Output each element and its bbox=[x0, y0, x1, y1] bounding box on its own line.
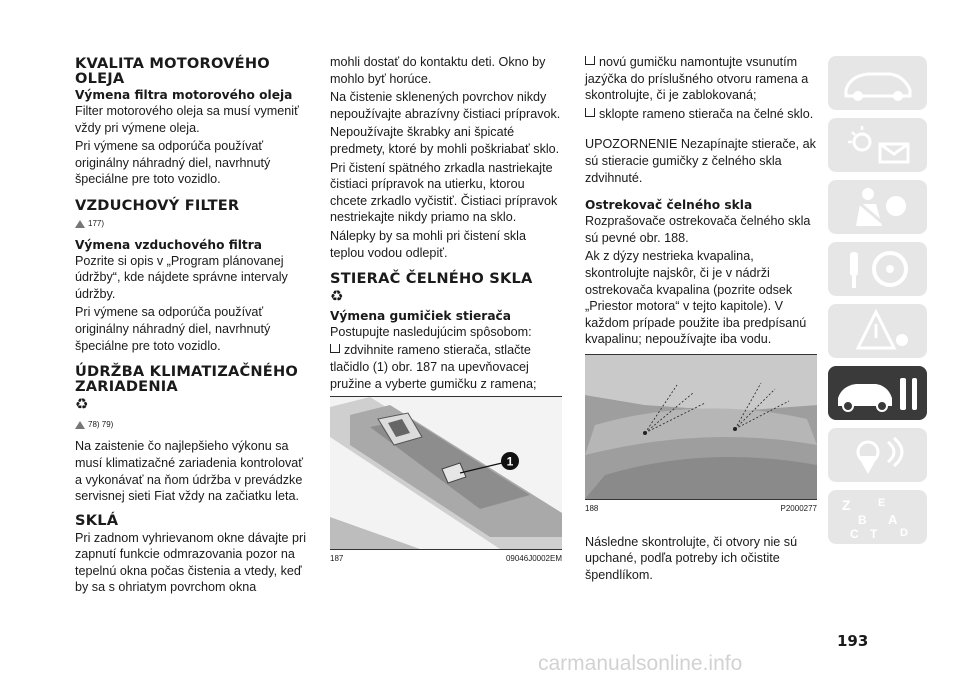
figure-code: 09046J0002EM bbox=[505, 554, 562, 564]
car-windshield-illustration bbox=[585, 355, 817, 499]
paragraph: Následne skontrolujte, či otvory nie sú upchané, podľa potreby ich očistite špendlíkom. bbox=[585, 534, 798, 582]
column-1 bbox=[75, 54, 307, 598]
paragraph: Pri výmene sa odporúča používať originálny náhradný diel, navrhnutý špeciálne pre toto vozidlo. bbox=[75, 305, 271, 353]
svg-text:A: A bbox=[888, 512, 898, 527]
warning-lights-icon bbox=[828, 118, 927, 172]
figure-number: 187 bbox=[330, 554, 344, 564]
paragraph: Pri zadnom vyhrievanom okne dávajte pri zapnutí funkcie odmrazovania pozor na tepelnú okna počas čistenia a vtedy, keď by sa s ohriatym povrchom okna bbox=[75, 530, 306, 595]
seatbelt-airbag-icon bbox=[828, 180, 927, 234]
bullet-icon bbox=[330, 344, 340, 353]
svg-text:C: C bbox=[850, 527, 859, 541]
car-dashboard-icon bbox=[828, 56, 927, 110]
column-3 bbox=[585, 54, 817, 585]
tab-starting-driving[interactable] bbox=[828, 242, 927, 296]
warning-reference bbox=[75, 417, 307, 434]
figure-number: 188 bbox=[585, 503, 599, 513]
bullet-icon bbox=[585, 56, 595, 65]
heading-wiper: STIERAČ ČELNÉHO SKLA bbox=[330, 270, 533, 288]
heading-oil-quality: KVALITA MOTOROVÉHO OLEJA bbox=[75, 55, 270, 87]
paragraph: Na čistenie sklenených povrchov nikdy nepoužívajte abrazívny čistiaci prípravok. bbox=[330, 90, 561, 121]
wiper-blade-illustration bbox=[330, 397, 562, 549]
heading-glass: SKLÁ bbox=[75, 511, 119, 529]
page-number: 193 bbox=[837, 632, 869, 650]
subheading-oil-filter: Výmena filtra motorového oleja bbox=[75, 88, 293, 102]
column-2 bbox=[330, 54, 562, 568]
tab-emergency[interactable] bbox=[828, 304, 927, 358]
watermark: carmanualsonline.info bbox=[538, 652, 743, 675]
tab-car-dashboard[interactable] bbox=[828, 56, 927, 110]
paragraph: Rozprašovače ostrekovača čelného skla sú pevné obr. 188. bbox=[585, 214, 811, 245]
warning-reference bbox=[75, 216, 307, 233]
figure-code: P2000277 bbox=[780, 503, 817, 513]
svg-text:T: T bbox=[870, 527, 878, 541]
heading-ac-maintenance: ÚDRŽBA KLIMATIZAČNÉHO ZARIADENIA bbox=[75, 363, 298, 396]
tab-multimedia[interactable] bbox=[828, 428, 927, 482]
reference-number: 78) 79) bbox=[88, 419, 114, 429]
car-maintenance-icon bbox=[828, 366, 927, 420]
warning-triangle-icon bbox=[75, 220, 85, 228]
paragraph: Na zaistenie čo najlepšieho výkonu sa musí klimatizačné zariadenia kontrolovať a vykonávať na ňom údržba v prevádzke servisnej sieti Fiat vždy na začiatku leta. bbox=[75, 439, 304, 504]
warning-triangle-icon bbox=[75, 421, 85, 429]
paragraph: Pri výmene sa odporúča používať originálny náhradný diel, navrhnutý špeciálne pre toto vozidlo. bbox=[75, 139, 271, 187]
navigation-media-icon bbox=[828, 428, 927, 482]
paragraph: Pozrite si opis v „Program plánovanej údržby“, kde nájdete správne intervaly údržby. bbox=[75, 253, 288, 301]
svg-text:Z: Z bbox=[842, 497, 851, 513]
svg-text:B: B bbox=[858, 513, 867, 527]
paragraph: Filter motorového oleja sa musí vymeniť vždy pri výmene oleja. bbox=[75, 104, 299, 135]
reference-number: 177) bbox=[88, 218, 105, 228]
svg-text:D: D bbox=[900, 527, 908, 539]
bullet-item: zdvihnite rameno stierača, stlačte tlačidlo (1) obr. 187 na upevňovacej pružine a vyberte gumičku z ramena; bbox=[330, 343, 537, 391]
subheading-wiper-blade: Výmena gumičiek stierača bbox=[330, 308, 511, 323]
paragraph: Nálepky by sa mohli pri čistení skla teplou vodou odlepiť. bbox=[330, 228, 526, 260]
tab-warning-lights[interactable] bbox=[828, 118, 927, 172]
figure-187 bbox=[330, 396, 562, 550]
figure-caption bbox=[330, 551, 562, 568]
paragraph: Postupujte nasledujúcim spôsobom: bbox=[330, 324, 532, 339]
paragraph: Ak z dýzy nestrieka kvapalina, skontrolujte najskôr, či je v nádrži ostrekovača kvapalina (pozrite odsek „Priestor motora“ v tejto kapitole). V každom prípade použite iba predpísanú kvapalinu; nepoužívajte iba vodu. bbox=[585, 249, 807, 347]
tab-safety[interactable] bbox=[828, 180, 927, 234]
tab-maintenance[interactable] bbox=[828, 366, 927, 420]
subheading-air-filter: Výmena vzduchového filtra bbox=[75, 237, 262, 252]
figure-caption bbox=[585, 501, 817, 518]
subheading-washer: Ostrekovač čelného skla bbox=[585, 198, 753, 213]
heading-air-filter: VZDUCHOVÝ FILTER bbox=[75, 196, 240, 214]
bullet-item: novú gumičku namontujte vsunutím jazýčka do príslušného otvoru ramena a skontrolujte, či je zablokovaná; bbox=[585, 55, 809, 103]
paragraph: Pri čistení spätného zrkadla nastriekajte čistiaci prípravok na utierku, ktorou chcete zrkadlo vyčistiť. Čistiaci prípravok nestriekajte nikdy priamo na sklo. bbox=[330, 160, 558, 225]
paragraph: mohli dostať do kontaktu deti. Okno by mohlo byť horúce. bbox=[330, 55, 546, 86]
steering-key-icon bbox=[828, 242, 927, 296]
road-warning-icon bbox=[828, 304, 927, 358]
figure-188 bbox=[585, 354, 817, 500]
tab-index[interactable] bbox=[828, 490, 927, 544]
bullet-item: sklopte rameno stierača na čelné sklo. bbox=[585, 106, 817, 123]
bullet-icon bbox=[585, 108, 595, 117]
environment-icon: ♻ bbox=[330, 287, 344, 306]
svg-text:E: E bbox=[878, 497, 886, 509]
environment-icon: ♻ bbox=[75, 395, 89, 414]
callout-number: 1 bbox=[506, 454, 514, 469]
index-letters-icon bbox=[828, 490, 927, 544]
note-paragraph: UPOZORNENIE Nezapínajte stierače, ak sú stieracie gumičky z čelného skla zdvihnuté. bbox=[585, 137, 816, 185]
paragraph: Nepoužívajte škrabky ani špicaté predmety, ktoré by mohli poškriabať sklo. bbox=[330, 125, 560, 156]
